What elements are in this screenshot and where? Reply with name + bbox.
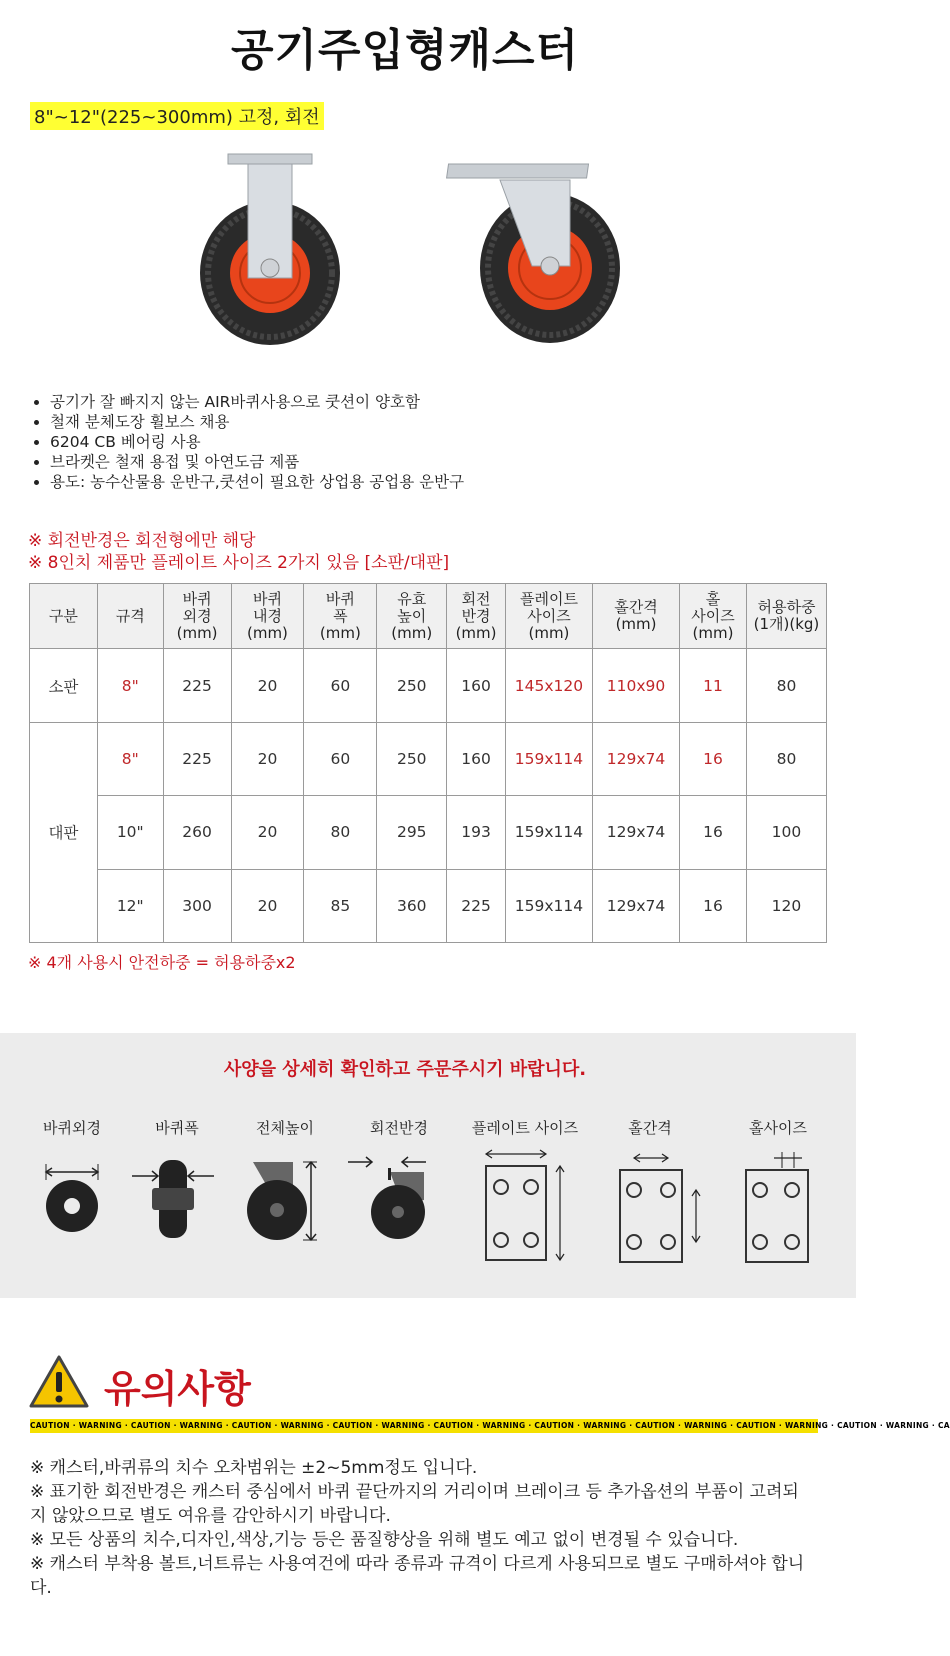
header-cell: 허용하중 (1개)(kg) (746, 584, 826, 649)
group-cell-small: 소판 (30, 649, 98, 722)
header-cell: 홀간격 (mm) (593, 584, 680, 649)
cell: 60 (304, 722, 377, 795)
header-cell: 바퀴 내경 (mm) (231, 584, 304, 649)
cell: 159x114 (505, 796, 592, 869)
notice-item: ※ 캐스터 부착용 볼트,너트류는 사용여건에 따라 종류과 규격이 다르게 사용되므로 별도 구매하셔야 합니다. (30, 1554, 805, 1598)
cell: 60 (304, 649, 377, 722)
size-subtitle: 8"~12"(225~300mm) 고정, 회전 (30, 102, 324, 130)
cell: 250 (377, 722, 447, 795)
notice-item: ※ 모든 상품의 치수,디자인,색상,기능 등은 품질향상을 위해 별도 예고 없이 변경될 수 있습니다. (30, 1530, 739, 1550)
spec-table (29, 583, 827, 943)
cell: 160 (447, 649, 506, 722)
cell: 225 (163, 722, 231, 795)
cell: 8" (97, 649, 163, 722)
cell: 225 (447, 869, 506, 942)
table-row (30, 796, 827, 869)
label-plate-size: 플레이트 사이즈 (471, 1119, 579, 1137)
label-wheel-diameter: 바퀴외경 (43, 1119, 101, 1137)
page-title: 공기주입형캐스터 (230, 25, 580, 76)
cell: 120 (746, 869, 826, 942)
cell: 80 (304, 796, 377, 869)
cell: 129x74 (593, 869, 680, 942)
table-row (30, 649, 827, 722)
cell: 160 (447, 722, 506, 795)
feature-item: • 브라켓은 철재 용접 및 아연도금 제품 (50, 452, 464, 472)
cell: 193 (447, 796, 506, 869)
table-row (30, 722, 827, 795)
fixed-caster-image (200, 154, 340, 345)
label-hole-spacing: 홀간격 (628, 1119, 672, 1137)
cell: 145x120 (505, 649, 592, 722)
cell: 159x114 (505, 722, 592, 795)
cell: 80 (746, 649, 826, 722)
total-height-icon (245, 1150, 331, 1242)
cell: 11 (680, 649, 747, 722)
cell: 260 (163, 796, 231, 869)
note-swivel-radius: ※ 회전반경은 회전형에만 해당 (28, 531, 256, 551)
notice-list (30, 1456, 810, 1600)
warning-title: 유의사항 (104, 1367, 251, 1411)
table-header-row (30, 584, 827, 649)
header-cell: 회전 반경 (mm) (447, 584, 506, 649)
cell: 10" (97, 796, 163, 869)
header-cell: 규격 (97, 584, 163, 649)
header-cell: 바퀴 외경 (mm) (163, 584, 231, 649)
feature-item: • 공기가 잘 빠지지 않는 AIR바퀴사용으로 쿳션이 양호함 (50, 392, 464, 412)
hole-size-icon (744, 1152, 814, 1266)
cell: 12" (97, 869, 163, 942)
wheel-diameter-icon (42, 1150, 102, 1240)
cell: 129x74 (593, 722, 680, 795)
cell: 16 (680, 796, 747, 869)
cell: 300 (163, 869, 231, 942)
hole-spacing-icon (618, 1152, 706, 1266)
cell: 225 (163, 649, 231, 722)
cell: 8" (97, 722, 163, 795)
notice-item: ※ 캐스터,바퀴류의 치수 오차범위는 ±2~5mm정도 입니다. (30, 1458, 478, 1478)
label-total-height: 전체높이 (256, 1119, 314, 1137)
note-plate-size: ※ 8인치 제품만 플레이트 사이즈 2가지 있음 [소판/대판] (28, 553, 450, 573)
feature-list (28, 392, 464, 492)
table-row (30, 869, 827, 942)
cell: 295 (377, 796, 447, 869)
cell: 250 (377, 649, 447, 722)
cell: 16 (680, 869, 747, 942)
spec-notes (28, 530, 449, 574)
plate-size-icon (480, 1148, 576, 1266)
header-cell: 플레이트 사이즈 (mm) (505, 584, 592, 649)
caution-tape: CAUTION · WARNING · CAUTION · WARNING · CAUTION · WARNING · CAUTION · WARNING · CAUTION · WARNING · CAUTION · WARNING · CAUTION · WARNING · CAUTION · WARNING · CAUTION · WARNING · CA (30, 1419, 818, 1433)
label-wheel-width: 바퀴폭 (155, 1119, 199, 1137)
spec-guide-title: 사양을 상세히 확인하고 주문주시기 바랍니다. (223, 1059, 587, 1080)
label-swivel-radius: 회전반경 (370, 1119, 428, 1137)
header-cell: 유효 높이 (mm) (377, 584, 447, 649)
cell: 85 (304, 869, 377, 942)
feature-item: • 철재 분체도장 휠보스 채용 (50, 412, 464, 432)
feature-item: • 6204 CB 베어링 사용 (50, 432, 464, 452)
cell: 100 (746, 796, 826, 869)
swivel-radius-icon (346, 1150, 428, 1242)
header-cell: 바퀴 폭 (mm) (304, 584, 377, 649)
cell: 360 (377, 869, 447, 942)
warning-icon (28, 1354, 90, 1410)
label-hole-size: 홀사이즈 (749, 1119, 807, 1137)
cell: 129x74 (593, 796, 680, 869)
wheel-width-icon (130, 1150, 216, 1240)
cell: 159x114 (505, 869, 592, 942)
swivel-caster-image (447, 164, 620, 343)
cell: 20 (231, 649, 304, 722)
safe-load-note: ※ 4개 사용시 안전하중 = 허용하중x2 (28, 953, 296, 972)
group-cell-large: 대판 (30, 722, 98, 942)
header-cell: 구분 (30, 584, 98, 649)
cell: 110x90 (593, 649, 680, 722)
caster-photo (100, 118, 740, 368)
cell: 20 (231, 722, 304, 795)
cell: 20 (231, 796, 304, 869)
header-cell: 홀 사이즈 (mm) (680, 584, 747, 649)
feature-item: • 용도: 농수산물용 운반구,쿳션이 필요한 상업용 공업용 운반구 (50, 472, 464, 492)
cell: 20 (231, 869, 304, 942)
cell: 16 (680, 722, 747, 795)
cell: 80 (746, 722, 826, 795)
notice-item: ※ 표기한 회전반경은 캐스터 중심에서 바퀴 끝단까지의 거리이며 브레이크 등 추가옵션의 부품이 고려되지 않았으므로 별도 여유를 감안하시기 바랍니다. (30, 1482, 799, 1526)
